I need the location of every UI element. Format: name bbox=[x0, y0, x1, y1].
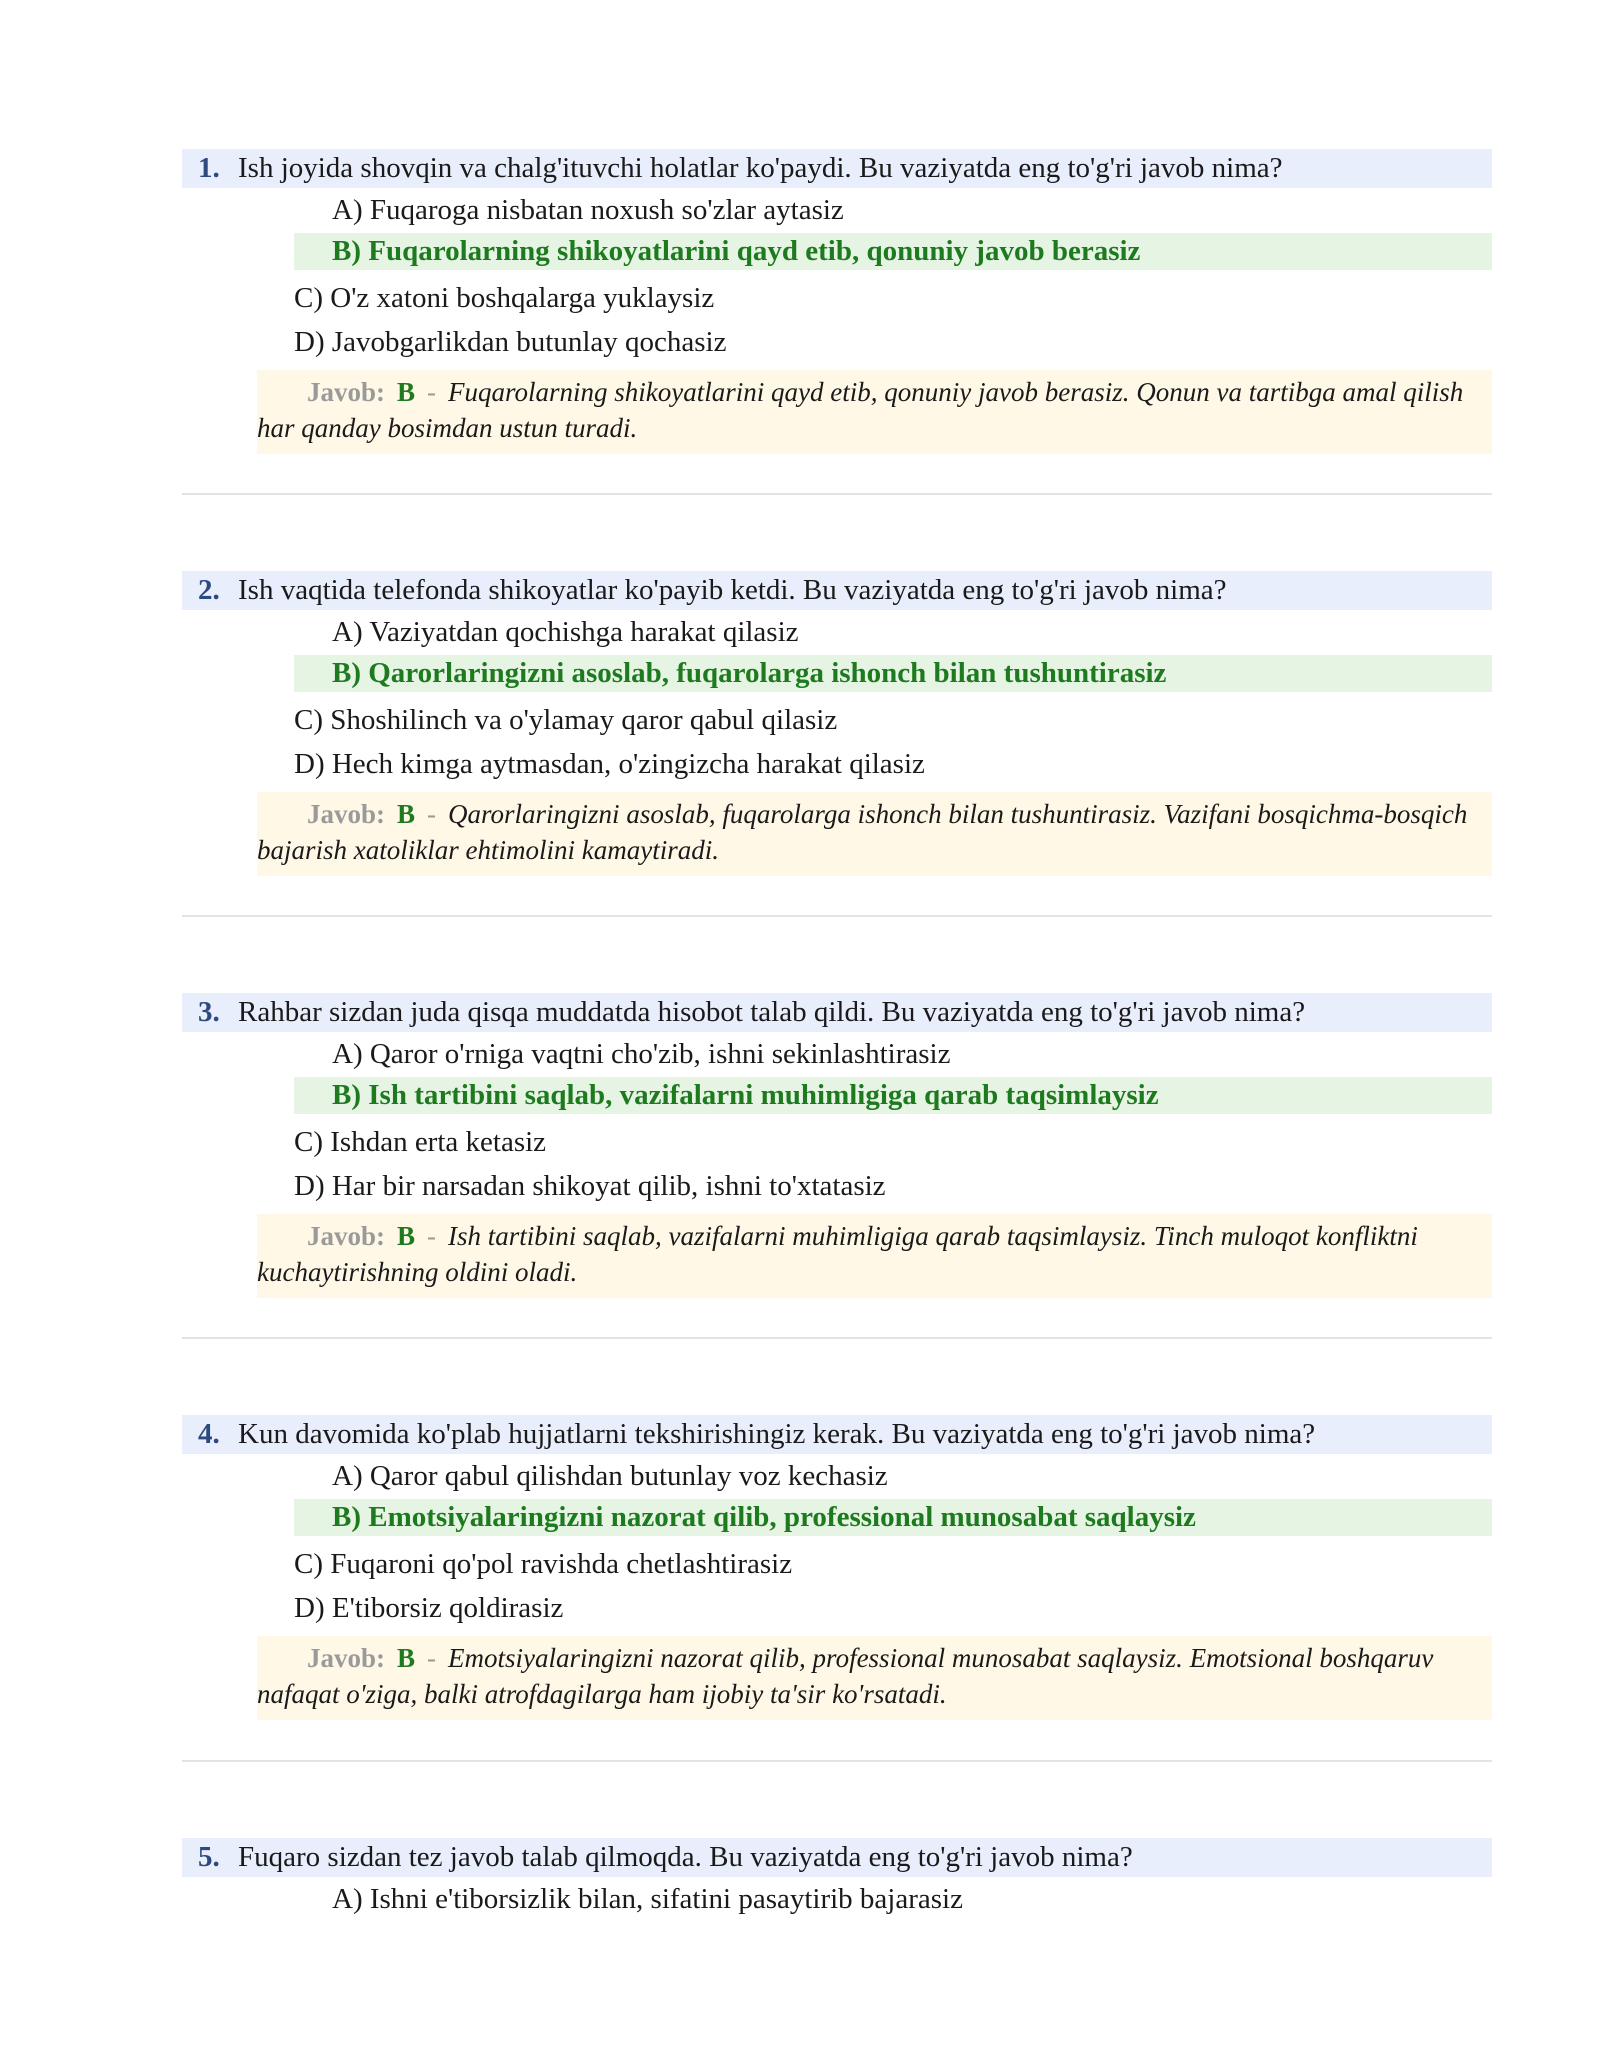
answer-box bbox=[257, 792, 1492, 876]
option-b-correct: B) Emotsiyalaringizni nazorat qilib, professional munosabat saqlaysiz bbox=[294, 1499, 1492, 1536]
divider bbox=[182, 1760, 1492, 1762]
question-header bbox=[182, 1415, 1492, 1454]
question-number: 1. bbox=[198, 152, 220, 184]
question-3 bbox=[182, 993, 1492, 1298]
option-d: D) Har bir narsadan shikoyat qilib, ishni to'xtatasiz bbox=[294, 1170, 886, 1202]
answer-separator: - bbox=[427, 799, 437, 829]
question-5 bbox=[182, 1838, 1492, 1921]
answer-letter: B bbox=[397, 799, 416, 829]
answer-box bbox=[257, 1636, 1492, 1720]
option-a: A) Ishni e'tiborsizlik bilan, sifatini pasaytirib bajarasiz bbox=[332, 1883, 963, 1915]
option-c: C) Shoshilinch va o'ylamay qaror qabul qilasiz bbox=[294, 704, 838, 736]
question-text: Rahbar sizdan juda qisqa muddatda hisobot talab qildi. Bu vaziyatda eng to'g'ri javob nima? bbox=[238, 996, 1306, 1028]
question-1 bbox=[182, 149, 1492, 454]
option-d: D) Javobgarlikdan butunlay qochasiz bbox=[294, 326, 727, 358]
answer-text: Qarorlaringizni asoslab, fuqarolarga ishonch bilan tushuntirasiz. Vazifani bosqichma-bosqich bajarish xatoliklar ehtimolini kamaytiradi. bbox=[257, 799, 1468, 865]
option-c: C) O'z xatoni boshqalarga yuklaysiz bbox=[294, 282, 715, 314]
option-d: D) E'tiborsiz qoldirasiz bbox=[294, 1592, 564, 1624]
answer-separator: - bbox=[427, 1643, 437, 1673]
answer-box bbox=[257, 1214, 1492, 1298]
question-header bbox=[182, 571, 1492, 610]
answer-letter: B bbox=[397, 1643, 416, 1673]
option-a: A) Qaror o'rniga vaqtni cho'zib, ishni sekinlashtirasiz bbox=[332, 1038, 951, 1070]
option-a: A) Fuqaroga nisbatan noxush so'zlar aytasiz bbox=[332, 194, 844, 226]
question-text: Ish vaqtida telefonda shikoyatlar ko'payib ketdi. Bu vaziyatda eng to'g'ri javob nima? bbox=[238, 574, 1227, 606]
answer-separator: - bbox=[427, 377, 437, 407]
answer-text: Emotsiyalaringizni nazorat qilib, professional munosabat saqlaysiz. Emotsional boshqaruv nafaqat o'ziga, balki atrofdagilarga ham ijobiy ta'sir ko'rsatadi. bbox=[257, 1643, 1434, 1709]
question-text: Kun davomida ko'plab hujjatlarni tekshirishingiz kerak. Bu vaziyatda eng to'g'ri javob nima? bbox=[238, 1418, 1316, 1450]
answer-label: Javob: bbox=[307, 377, 386, 407]
question-number: 5. bbox=[198, 1841, 220, 1873]
answer-label: Javob: bbox=[307, 799, 386, 829]
answer-letter: B bbox=[397, 1221, 416, 1251]
question-text: Ish joyida shovqin va chalg'ituvchi holatlar ko'paydi. Bu vaziyatda eng to'g'ri javob nima? bbox=[238, 152, 1283, 184]
answer-text: Ish tartibini saqlab, vazifalarni muhimligiga qarab taqsimlaysiz. Tinch muloqot konfliktni kuchaytirishning oldini oladi. bbox=[257, 1221, 1418, 1287]
option-c: C) Fuqaroni qo'pol ravishda chetlashtirasiz bbox=[294, 1548, 793, 1580]
option-a: A) Qaror qabul qilishdan butunlay voz kechasiz bbox=[332, 1460, 888, 1492]
answer-letter: B bbox=[397, 377, 416, 407]
question-2 bbox=[182, 571, 1492, 876]
question-header bbox=[182, 993, 1492, 1032]
answer-box bbox=[257, 370, 1492, 454]
question-number: 2. bbox=[198, 574, 220, 606]
answer-label: Javob: bbox=[307, 1643, 386, 1673]
answer-label: Javob: bbox=[307, 1221, 386, 1251]
answer-text: Fuqarolarning shikoyatlarini qayd etib, qonuniy javob berasiz. Qonun va tartibga amal qilish har qanday bosimdan ustun turadi. bbox=[257, 377, 1464, 443]
question-header bbox=[182, 1838, 1492, 1877]
option-b-correct: B) Ish tartibini saqlab, vazifalarni muhimligiga qarab taqsimlaysiz bbox=[294, 1077, 1492, 1114]
question-text: Fuqaro sizdan tez javob talab qilmoqda. Bu vaziyatda eng to'g'ri javob nima? bbox=[238, 1841, 1133, 1873]
divider bbox=[182, 1337, 1492, 1339]
question-number: 4. bbox=[198, 1418, 220, 1450]
answer-separator: - bbox=[427, 1221, 437, 1251]
option-a: A) Vaziyatdan qochishga harakat qilasiz bbox=[332, 616, 799, 648]
question-number: 3. bbox=[198, 996, 220, 1028]
divider bbox=[182, 915, 1492, 917]
option-b-correct: B) Fuqarolarning shikoyatlarini qayd etib, qonuniy javob berasiz bbox=[294, 233, 1492, 270]
question-header bbox=[182, 149, 1492, 188]
question-4 bbox=[182, 1415, 1492, 1720]
divider bbox=[182, 493, 1492, 495]
option-d: D) Hech kimga aytmasdan, o'zingizcha harakat qilasiz bbox=[294, 748, 925, 780]
option-b-correct: B) Qarorlaringizni asoslab, fuqarolarga ishonch bilan tushuntirasiz bbox=[294, 655, 1492, 692]
option-c: C) Ishdan erta ketasiz bbox=[294, 1126, 547, 1158]
